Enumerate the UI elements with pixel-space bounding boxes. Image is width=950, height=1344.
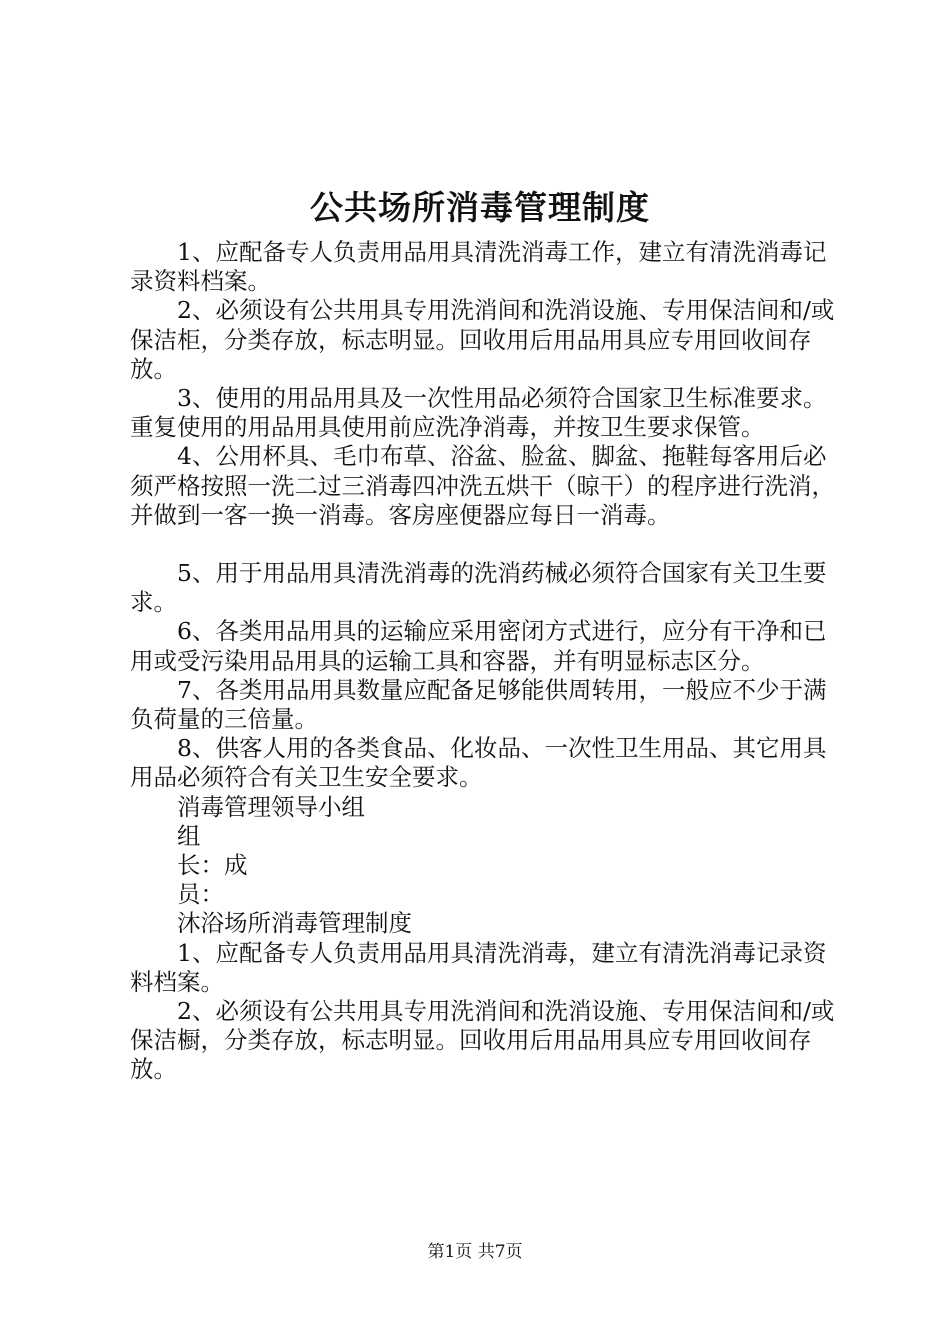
group-line-2: 长：成 [177, 851, 248, 880]
section-paragraph-2: 2、必须设有公共用具专用洗消间和洗消设施、专用保洁间和/或保洁橱，分类存放，标志明显。回收用后用品用具应专用回收间存放。 [130, 997, 835, 1084]
paragraph-3: 3、使用的用品用具及一次性用品必须符合国家卫生标准要求。重复使用的用品用具使用前应洗净消毒，并按卫生要求保管。 [130, 384, 827, 442]
group-line-3: 员： [177, 880, 224, 909]
document-title: 公共场所消毒管理制度 [310, 188, 650, 227]
paragraph-5: 5、用于用品用具清洗消毒的洗消药械必须符合国家有关卫生要求。 [130, 559, 827, 617]
section-heading: 沐浴场所消毒管理制度 [177, 909, 412, 938]
paragraph-4: 4、公用杯具、毛巾布草、浴盆、脸盆、脚盆、拖鞋每客用后必须严格按照一洗二过三消毒四冲洗五烘干（晾干）的程序进行洗消，并做到一客一换一消毒。客房座便器应每日一消毒。 [130, 442, 835, 529]
paragraph-2: 2、必须设有公共用具专用洗消间和洗消设施、专用保洁间和/或保洁柜，分类存放，标志明显。回收用后用品用具应专用回收间存放。 [130, 296, 835, 383]
document-body [130, 238, 840, 1085]
paragraph-1: 1、应配备专人负责用品用具清洗消毒工作，建立有清洗消毒记录资料档案。 [130, 238, 827, 296]
group-line-1: 组 [177, 821, 201, 850]
group-heading: 消毒管理领导小组 [177, 792, 365, 821]
section-paragraph-1: 1、应配备专人负责用品用具清洗消毒，建立有清洗消毒记录资料档案。 [130, 938, 827, 996]
paragraph-8: 8、供客人用的各类食品、化妆品、一次性卫生用品、其它用具用品必须符合有关卫生安全要求。 [130, 734, 827, 792]
page-number: 第1页 共7页 [427, 1242, 523, 1262]
paragraph-6: 6、各类用品用具的运输应采用密闭方式进行，应分有干净和已用或受污染用品用具的运输工具和容器，并有明显标志区分。 [130, 617, 827, 675]
paragraph-7: 7、各类用品用具数量应配备足够能供周转用，一般应不少于满负荷量的三倍量。 [130, 675, 827, 734]
